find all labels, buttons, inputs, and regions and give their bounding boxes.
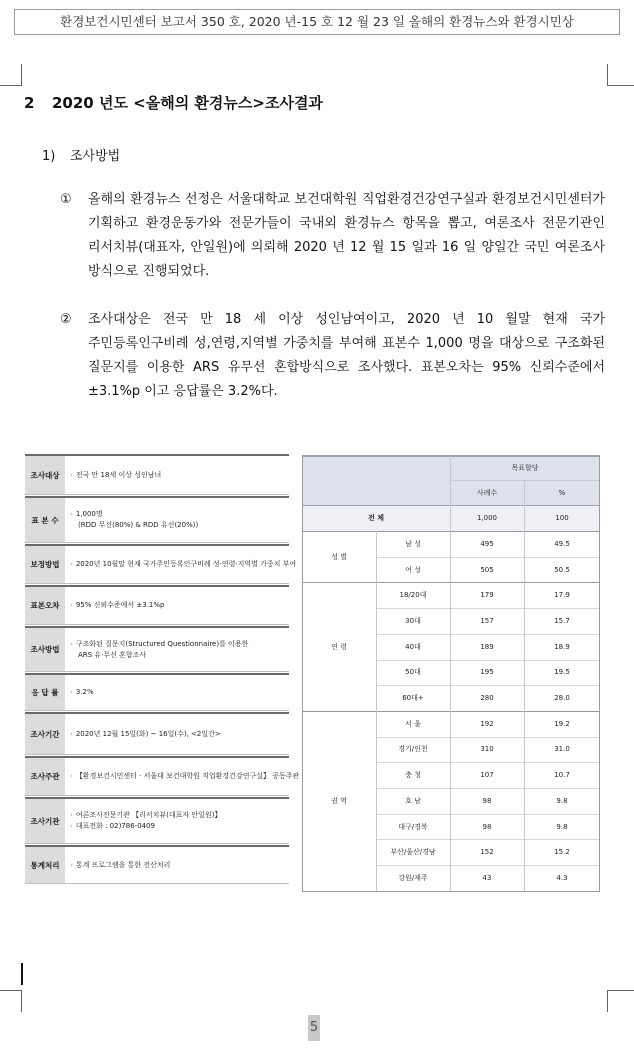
bullet-arrow-icon: › <box>70 772 73 780</box>
summary-line <box>70 509 198 520</box>
summary-line <box>70 771 299 782</box>
bullet-arrow-icon: › <box>70 811 73 819</box>
table-rule <box>524 480 525 891</box>
sample-row-pct: 19.2 <box>554 719 570 728</box>
summary-row-value <box>70 847 170 883</box>
sample-row-count: 43 <box>482 873 492 882</box>
table-rule <box>376 660 600 661</box>
crop-mark-bottom-right-h <box>607 990 634 991</box>
summary-row-key: 표본오차 <box>25 587 65 624</box>
sample-row-label: 경기/인천 <box>398 745 428 754</box>
summary-line-text: 1,000명 <box>75 510 103 518</box>
sample-row-count: 179 <box>480 591 494 600</box>
header-pct-label: % <box>558 488 566 497</box>
bullet-arrow-icon: › <box>70 601 73 609</box>
summary-line-text: 여론조사전문기관 【리서치뷰(대표자 안일원)】 <box>75 811 222 819</box>
summary-row <box>25 544 297 584</box>
table-rule <box>376 557 600 558</box>
total-pct: 100 <box>555 514 569 522</box>
summary-line <box>70 810 221 821</box>
sample-row-label: 호 남 <box>405 796 421 805</box>
crop-mark-bottom-right <box>607 990 608 1012</box>
sample-row-pct: 50.5 <box>554 565 570 574</box>
sample-row-label: 40대 <box>405 642 421 651</box>
paragraph-2 <box>60 308 605 404</box>
sample-row-label: 부산/울산/경남 <box>390 848 436 857</box>
crop-mark-top-right-h <box>607 85 634 86</box>
table-rule <box>376 634 600 635</box>
summary-row <box>25 756 300 796</box>
header-count-label: 사례수 <box>476 488 498 497</box>
section-number: 2 <box>24 94 35 112</box>
table-rule <box>450 455 451 891</box>
summary-row-key: 조사기관 <box>25 799 65 843</box>
summary-row-value <box>70 456 161 494</box>
subsection-title <box>42 145 120 164</box>
bullet-arrow-icon: › <box>70 688 73 696</box>
table-rule <box>302 455 600 457</box>
summary-line-text: (RDD 무선(80%) & RDD 유선(20%)) <box>78 521 199 529</box>
section-title <box>24 92 323 113</box>
sample-row-pct: 9.8 <box>556 822 568 831</box>
bullet-arrow-icon: › <box>70 822 73 830</box>
sample-row-count: 192 <box>480 719 494 728</box>
sample-row-pct: 28.0 <box>554 694 570 703</box>
running-header: 환경보건시민센터 보고서 350 호, 2020 년-15 호 12 월 23 일 올해의 환경뉴스와 환경시민상 <box>14 9 620 35</box>
bullet-arrow-icon: › <box>70 860 73 869</box>
sample-row-pct: 19.5 <box>554 668 570 677</box>
summary-row-key: 응 답 률 <box>25 675 65 710</box>
sample-row-count: 107 <box>480 771 494 780</box>
crop-mark-bottom-left-h <box>0 990 22 991</box>
summary-line <box>70 729 221 740</box>
summary-row-value <box>70 628 248 671</box>
summary-row-value <box>70 546 296 583</box>
paragraph-2-text: 조사대상은 전국 만 18 세 이상 성인남여이고, 2020 년 10 월말 현재 국가 주민등록인구비례 성,연령,지역별 가중치를 부여해 표본수 1,000 명을 대상으로 구조화된 질문지를 이용한 ARS 유무선 혼합방식으로 조사했다. 표본오차는 95% 신뢰수준에서 ±3.1%p 이고 응답률은 3.2%다. <box>88 312 605 399</box>
paragraph-2-mark: ② <box>60 312 72 327</box>
table-rule <box>450 480 600 481</box>
table-rule <box>599 455 600 891</box>
paragraph-1 <box>60 188 605 284</box>
summary-line-text: 통계 프로그램을 통한 전산처리 <box>75 860 171 869</box>
group-label: 연 령 <box>331 642 347 651</box>
summary-line <box>70 600 165 611</box>
sample-row-count: 310 <box>480 745 494 754</box>
sample-row-pct: 4.3 <box>556 873 568 882</box>
table-rule <box>376 737 600 738</box>
sample-row-pct: 9.8 <box>556 796 568 805</box>
summary-row-value <box>70 587 165 624</box>
sample-row-label: 남 성 <box>405 539 421 548</box>
sample-row-count: 98 <box>482 796 492 805</box>
summary-row-key: 조사대상 <box>25 456 65 494</box>
paragraph-1-text: 올해의 환경뉴스 선정은 서울대학교 보건대학원 직업환경건강연구실과 환경보건시민센터가 기획하고 환경운동가와 전문가들이 국내외 환경뉴스 항목을 뽑고, 여론조사 전문기관인 리서치뷰(대표자, 안일원)에 의뢰해 2020 년 12 월 15 일과 16 일 양일간 국민 여론조사 방식으로 진행되었다. <box>88 192 605 279</box>
summary-line <box>70 821 221 832</box>
table-rule <box>376 814 600 815</box>
total-label: 전 체 <box>368 514 384 522</box>
summary-row-value <box>70 714 221 754</box>
table-rule <box>376 685 600 686</box>
summary-row <box>25 845 289 884</box>
summary-row-value <box>70 758 299 795</box>
sample-row-count: 495 <box>480 539 494 548</box>
summary-row <box>25 712 289 755</box>
sample-row-label: 18/20대 <box>399 591 427 600</box>
sample-row-pct: 49.5 <box>554 539 570 548</box>
bullet-arrow-icon: › <box>70 510 73 518</box>
summary-line <box>70 650 248 661</box>
summary-row-key: 통계처리 <box>25 847 65 883</box>
section-title-text: 2020 년도 <올해의 환경뉴스>조사결과 <box>52 94 323 112</box>
table-rule <box>376 608 600 609</box>
summary-line-text: 대표전화 : 02)786-0409 <box>75 822 156 830</box>
summary-row-value <box>70 498 198 542</box>
table-rule <box>376 788 600 789</box>
sample-row-pct: 15.7 <box>554 616 570 625</box>
paragraph-1-mark: ① <box>60 192 72 207</box>
table-rule <box>376 531 377 891</box>
table-rule <box>302 531 600 532</box>
text-cursor <box>21 963 23 985</box>
sample-row-label: 60대+ <box>402 694 424 703</box>
table-rule <box>376 839 600 840</box>
subsection-title-text: 조사방법 <box>70 149 121 164</box>
summary-line-text: 【환경보건시민센터 · 서울대 보건대학원 직업환경건강연구실】 공동주관 <box>75 772 300 780</box>
sample-row-label: 대구/경북 <box>398 822 428 831</box>
bullet-arrow-icon: › <box>70 729 73 738</box>
sample-allocation-table <box>302 455 600 887</box>
summary-line-text: 전국 만 18세 이상 성인남녀 <box>75 470 162 479</box>
summary-row <box>25 585 289 625</box>
table-rule <box>302 455 303 891</box>
sample-row-label: 50대 <box>405 668 421 677</box>
sample-row-pct: 31.0 <box>554 745 570 754</box>
sample-row-label: 충 청 <box>405 771 421 780</box>
bullet-arrow-icon: › <box>70 639 73 648</box>
summary-row <box>25 454 289 495</box>
sample-row-count: 195 <box>480 668 494 677</box>
page-number: 5 <box>308 1015 320 1041</box>
summary-line-text: 2020년 10월말 현재 국가주민등록인구비례 성·연령·지역별 가중치 부여 <box>75 560 297 568</box>
summary-row-key: 조사기간 <box>25 714 65 754</box>
sample-row-count: 505 <box>480 565 494 574</box>
bullet-arrow-icon: › <box>70 470 73 479</box>
sample-row-label: 여 성 <box>405 565 421 574</box>
table-rule <box>302 505 600 506</box>
summary-line-text: 3.2% <box>75 688 94 696</box>
summary-row <box>25 626 289 672</box>
table-rule <box>376 865 600 866</box>
bullet-arrow-icon: › <box>70 560 73 568</box>
summary-line-text: 구조화된 질문지(Structured Questionnaire)를 이용한 <box>75 639 249 648</box>
sample-row-count: 189 <box>480 642 494 651</box>
summary-row-key: 조사방법 <box>25 628 65 671</box>
table-rule <box>376 762 600 763</box>
sample-row-count: 98 <box>482 822 492 831</box>
summary-line <box>70 860 170 871</box>
crop-mark-top-left-h <box>0 85 22 86</box>
sample-row-count: 157 <box>480 616 494 625</box>
summary-line-text: 95% 신뢰수준에서 ±3.1%p <box>75 601 165 609</box>
summary-line-text: ARS 유·무선 혼합조사 <box>78 650 147 659</box>
sample-row-label: 서 울 <box>405 719 421 728</box>
summary-line <box>70 687 94 698</box>
summary-line <box>70 639 248 650</box>
summary-row-key: 표 본 수 <box>25 498 65 542</box>
summary-line <box>70 470 161 481</box>
group-label: 권 역 <box>331 796 347 805</box>
summary-row-key: 조사주관 <box>25 758 65 795</box>
subsection-number: 1) <box>42 149 56 164</box>
group-label: 성 별 <box>331 552 347 561</box>
summary-line-text: 2020년 12월 15일(화) ~ 16일(수), <2일간> <box>75 729 221 738</box>
sample-row-label: 강원/제주 <box>398 873 428 882</box>
sample-row-pct: 17.9 <box>554 591 570 600</box>
crop-mark-bottom-left <box>21 990 22 1012</box>
table-rule <box>302 891 600 892</box>
sample-row-pct: 10.7 <box>554 771 570 780</box>
summary-row <box>25 797 289 844</box>
sample-row-pct: 15.2 <box>554 848 570 857</box>
sample-row-pct: 18.9 <box>554 642 570 651</box>
summary-line <box>70 559 296 570</box>
crop-mark-top-right <box>607 64 608 86</box>
header-group-label: 목표할당 <box>511 463 539 472</box>
summary-row-value <box>70 675 94 710</box>
crop-mark-top-left <box>21 64 22 86</box>
sample-row-count: 280 <box>480 694 494 703</box>
summary-row-value <box>70 799 221 843</box>
total-count: 1,000 <box>476 514 498 522</box>
summary-line <box>70 520 198 531</box>
sample-row-count: 152 <box>480 848 494 857</box>
sample-row-label: 30대 <box>405 616 421 625</box>
summary-row <box>25 496 289 543</box>
summary-row <box>25 673 289 711</box>
summary-row-key: 보정방법 <box>25 546 65 583</box>
